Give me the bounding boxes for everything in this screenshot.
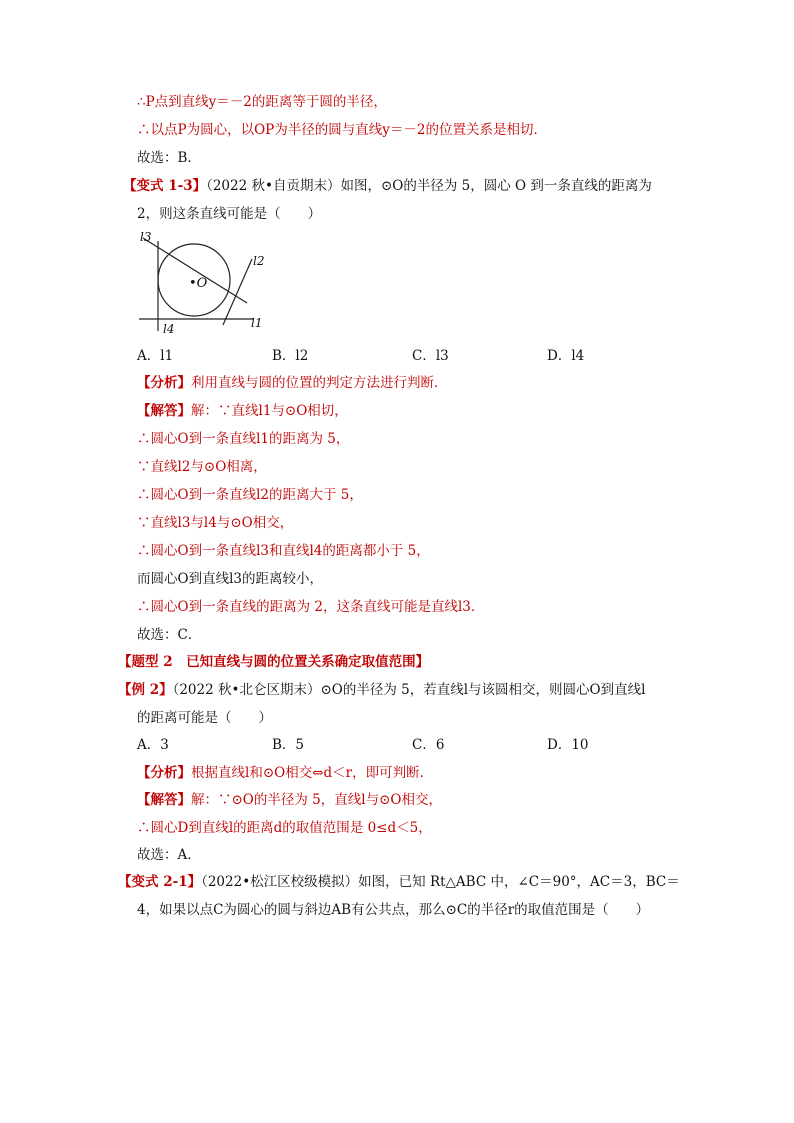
example-2-option-d: D．10: [547, 737, 589, 753]
variant-2-1-question: [118, 872, 680, 892]
example-2-option-a: A．3: [137, 737, 169, 753]
example-2-answer: 故选：A．: [137, 847, 201, 863]
prev-solution-line-2: ∴以点P为圆心，以OP为半径的圆与直线y＝－2的位置关系是相切．: [137, 122, 547, 138]
variant-2-1-question-line-1: （2022•松江区校级模拟）如图，已知 Rt△ABC 中，∠C＝90°，AC＝3，BC＝: [201, 874, 680, 890]
variant-2-1-tag: 【变式 2-1】: [118, 874, 202, 890]
prev-answer: 故选：B．: [137, 150, 201, 166]
variant-1-3-solution-line-1: [137, 401, 348, 421]
example-2-solution-line-2: ∴圆心D到直线l的距离d的取值范围是 0≤d＜5，: [137, 820, 432, 836]
solution-tag: 【解答】: [137, 403, 191, 419]
topic-2-heading: 【题型 2 已知直线与圆的位置关系确定取值范围】: [118, 654, 430, 670]
variant-1-3-option-c: C．l3: [412, 348, 449, 364]
label-l1: l1: [251, 316, 263, 330]
variant-1-3-solution-line-5: ∵直线l3与l4与⊙O相交，: [137, 515, 294, 531]
variant-1-3-solution-line-6: ∴圆心O到一条直线l3和直线l4的距离都小于 5，: [137, 543, 430, 559]
variant-1-3-option-d: D．l4: [547, 348, 585, 364]
variant-1-3-solution-line-3: ∵直线l2与⊙O相离，: [137, 459, 267, 475]
variant-1-3-option-a: A．l1: [137, 348, 174, 364]
analysis-text: 利用直线与圆的位置的判定方法进行判断．: [191, 375, 448, 391]
variant-2-1-question-line-2: 4，如果以点C为圆心的圆与斜边AB有公共点，那么⊙C的半径r的取值范围是（ ）: [137, 902, 650, 918]
variant-1-3-analysis: [137, 373, 448, 393]
variant-1-3-question: [123, 176, 652, 196]
label-l2: l2: [253, 254, 265, 268]
example-2-solution-text: 解：∵⊙O的半径为 5，直线l与⊙O相交，: [191, 792, 442, 808]
variant-1-3-answer: 故选：C．: [137, 627, 202, 643]
example-2-question-line-1: （2022 秋•北仑区期末）⊙O的半径为 5，若直线l与该圆相交，则圆心O到直线l: [172, 682, 646, 698]
line-l3: [143, 238, 247, 303]
example-2-tag: 【例 2】: [118, 682, 173, 698]
circle-lines-figure: [135, 229, 265, 339]
prev-solution-line-1: ∴P点到直线y＝－2的距离等于圆的半径，: [137, 94, 387, 110]
example-2-question: [118, 680, 645, 700]
variant-1-3-solution-line-2: ∴圆心O到一条直线l1的距离为 5，: [137, 431, 350, 447]
variant-1-3-question-line-1: （2022 秋•自贡期末）如图，⊙O的半径为 5，圆心 O 到一条直线的距离为: [206, 178, 652, 194]
variant-1-3-solution-line-8: ∴圆心O到一条直线的距离为 2，这条直线可能是直线l3．: [137, 599, 485, 615]
solution-text: 解：∵直线l1与⊙O相切，: [191, 403, 348, 419]
example-2-option-c: C．6: [412, 737, 445, 753]
variant-1-3-solution-line-7: 而圆心O到直线l3的距离较小，: [137, 571, 323, 587]
example-2-solution-tag: 【解答】: [137, 792, 191, 808]
label-l3: l3: [140, 230, 152, 244]
variant-1-3-solution-line-4: ∴圆心O到一条直线l2的距离大于 5，: [137, 487, 363, 503]
example-2-option-b: B．5: [272, 737, 305, 753]
example-2-question-line-2: 的距离可能是（ ）: [137, 710, 272, 726]
example-2-analysis-text: 根据直线l和⊙O相交⇔d＜r，即可判断．: [191, 765, 434, 781]
example-2-solution-line-1: [137, 790, 442, 810]
variant-1-3-option-b: B．l2: [272, 348, 309, 364]
variant-1-3-question-line-2: 2，则这条直线可能是（ ）: [137, 206, 322, 222]
example-2-analysis: [137, 763, 433, 783]
label-center-o: •O: [189, 276, 208, 291]
variant-1-3-tag: 【变式 1-3】: [123, 178, 207, 194]
example-2-analysis-tag: 【分析】: [137, 765, 191, 781]
analysis-tag: 【分析】: [137, 375, 191, 391]
label-l4: l4: [163, 322, 175, 336]
